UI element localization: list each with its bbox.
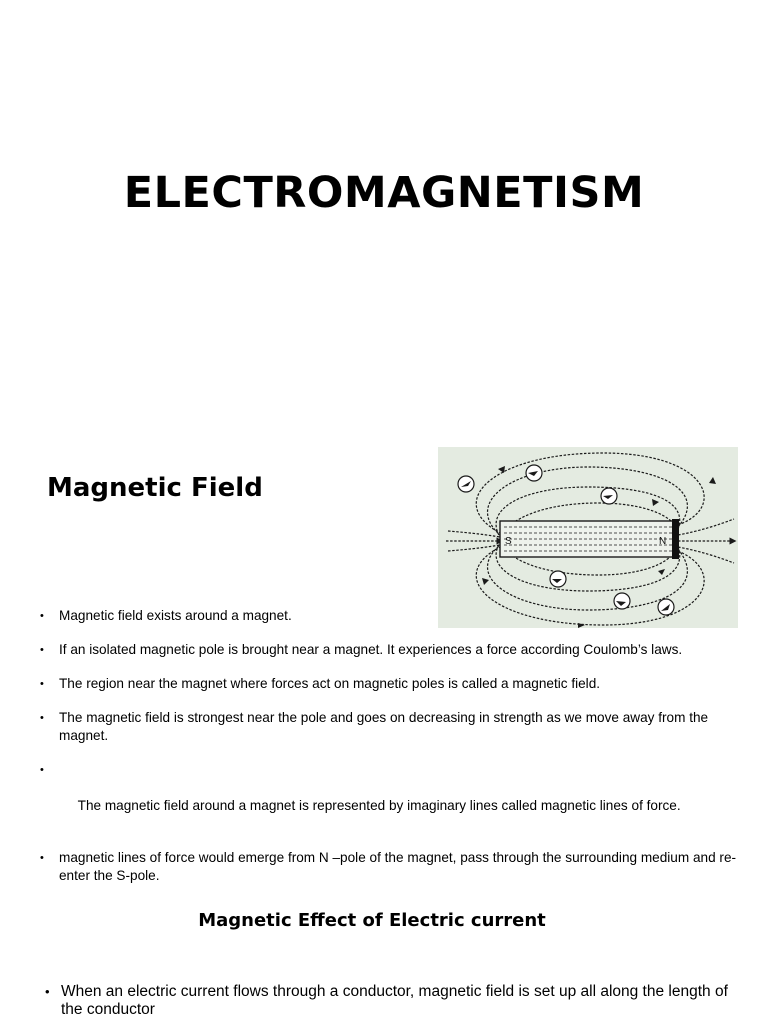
magnetic-field-bullet-list <box>40 607 752 885</box>
magnetic-field-diagram <box>438 447 738 628</box>
north-pole-label: N <box>659 536 667 547</box>
list-item: • The magnetic field around a magnet is represented by imaginary lines called magnetic lines of force. <box>40 761 752 833</box>
bullet-icon: • <box>45 984 50 999</box>
section-heading-magnetic-effect: Magnetic Effect of Electric current <box>198 910 546 931</box>
bullet-icon: • <box>40 852 44 864</box>
list-item: • The region near the magnet where forces act on magnetic poles is called a magnetic field. <box>40 676 601 691</box>
list-item: • If an isolated magnetic pole is brought near a magnet. It experiences a force according Coulomb’s laws. <box>40 642 683 657</box>
bullet-icon: • <box>40 764 44 776</box>
magnetic-effect-bullet-list <box>45 983 745 1019</box>
page-title: ELECTROMAGNETISM <box>123 168 645 218</box>
list-item: • When an electric current flows through a conductor, magnetic field is set up all along the length of the conductor <box>45 983 728 1018</box>
list-item: • Magnetic field exists around a magnet. <box>40 608 292 623</box>
bullet-icon: • <box>40 610 44 622</box>
section-heading-magnetic-field: Magnetic Field <box>47 473 263 503</box>
bullet-icon: • <box>40 644 44 656</box>
bullet-icon: • <box>40 712 44 724</box>
list-item: • The magnetic field is strongest near the pole and goes on decreasing in strength as we move away from the magnet. <box>40 710 709 743</box>
bullet-icon: • <box>40 678 44 690</box>
list-item: • magnetic lines of force would emerge from N –pole of the magnet, pass through the surrounding medium and re-enter the S-pole. <box>40 850 737 883</box>
field-lines-illustration <box>438 447 738 628</box>
south-pole-label: S <box>505 536 512 547</box>
